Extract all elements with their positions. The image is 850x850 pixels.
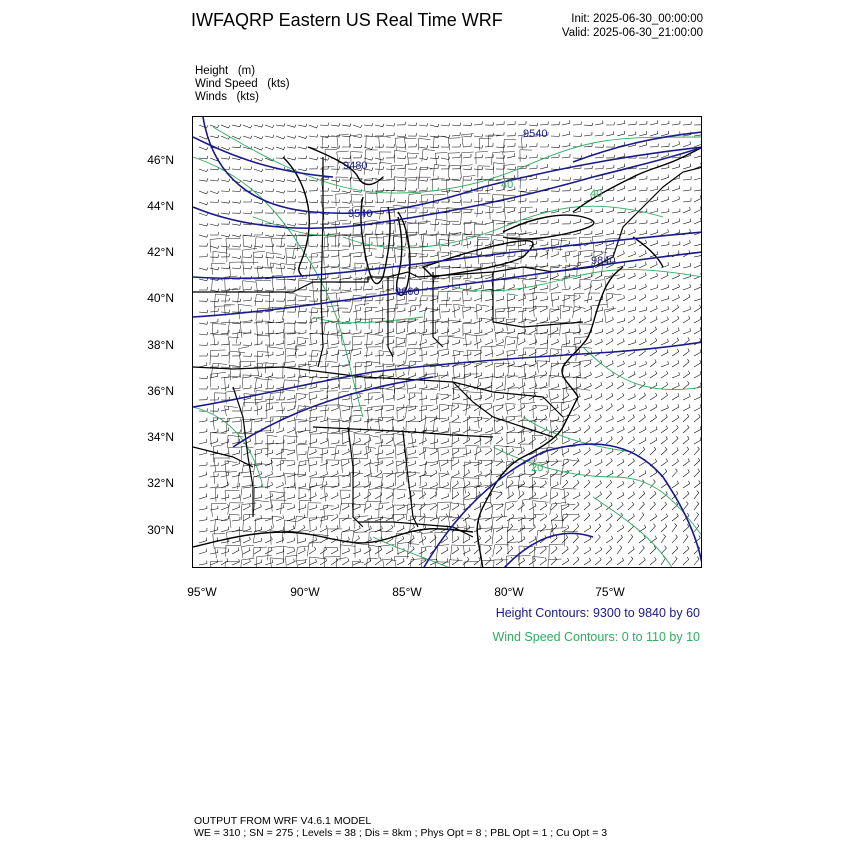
height-contour-label: 9840 [591,255,616,267]
lat-label: 44°N [147,199,174,213]
lon-label: 75°W [595,585,625,599]
coastlines [193,147,702,568]
field-unit: (m) [237,65,256,77]
field-name: Wind Speed [195,78,258,90]
height-contour-label: 9480 [343,160,368,172]
county-lines [210,134,622,568]
field-name: Winds [195,91,227,103]
field-label-wind-speed [195,78,290,90]
model-info-line-1: OUTPUT FROM WRF V4.6.1 MODEL [194,815,372,827]
field-label-winds [195,91,259,103]
field-unit: (kts) [236,91,259,103]
lon-label: 95°W [187,585,217,599]
wind-barbs [199,120,702,565]
valid-time: Valid: 2025-06-30_21:00:00 [561,27,703,39]
lat-label: 40°N [147,291,174,305]
init-time: Init: 2025-06-30_00:00:00 [571,13,703,25]
map-canvas [193,117,702,568]
wind-barb-field [199,120,702,565]
lat-label: 32°N [147,476,174,490]
lon-label: 85°W [392,585,422,599]
height-contours-caption: Height Contours: 9300 to 9840 by 60 [495,606,700,620]
lat-label: 30°N [147,523,174,537]
lat-label: 34°N [147,430,174,444]
lon-label: 90°W [290,585,320,599]
lat-label: 36°N [147,384,174,398]
lat-label: 38°N [147,338,174,352]
chart-title: IWFAQRP Eastern US Real Time WRF [191,10,503,30]
lat-label: 42°N [147,245,174,259]
lon-label: 80°W [494,585,524,599]
wind-contours-caption: Wind Speed Contours: 0 to 110 by 10 [492,630,700,644]
height-contour-label: 9660 [395,286,420,298]
lat-label: 46°N [147,153,174,167]
wind-contour-label: 40 [590,188,603,200]
field-unit: (kts) [267,78,290,90]
model-info-line-2: WE = 310 ; SN = 275 ; Levels = 38 ; Dis = 8km ; Phys Opt = 8 ; PBL Opt = 1 ; Cu Opt = 3 [194,827,608,839]
map-panel [192,116,702,568]
height-contour-label: 9540 [348,208,373,220]
field-label-height [195,65,255,77]
county-boundaries [210,134,622,568]
wind-contour-label: 40 [501,179,514,191]
height-contour-label: 9540 [523,128,548,140]
field-name: Height [195,65,229,77]
wind-contour-label: 20 [531,462,544,474]
